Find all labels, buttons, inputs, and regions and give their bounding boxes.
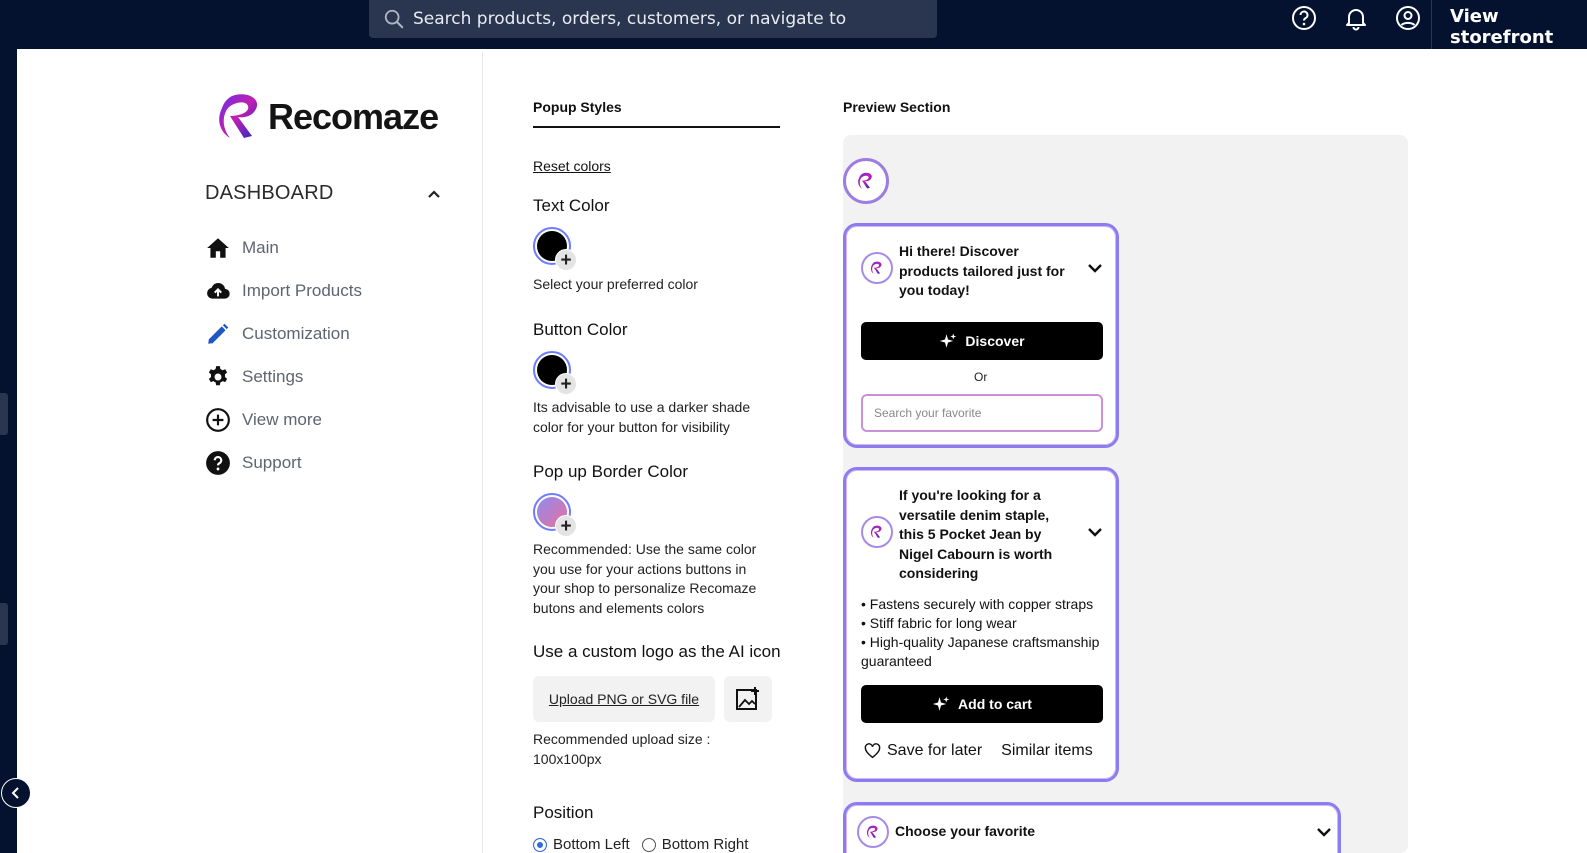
upload-logo-button[interactable]: Upload PNG or SVG file [533,676,715,722]
border-color-picker[interactable] [533,493,572,537]
assistant-avatar [857,816,889,848]
panel-title: Popup Styles [533,99,622,115]
sidebar-item-label: Import Products [242,280,362,300]
product-message: If you're looking for a versatile denim staple, this 5 Pocket Jean by Nigel Cabourn is worth considering [899,487,1053,581]
reset-colors-link[interactable]: Reset colors [533,158,611,174]
save-for-later-label: Save for later [887,742,983,759]
add-image-icon [734,685,762,713]
preview-product-card [843,467,1119,782]
radio-bottom-right[interactable] [642,838,656,852]
image-upload-button[interactable] [724,676,772,722]
discover-button-label: Discover [965,333,1025,349]
radio-bottom-left[interactable] [533,838,547,852]
chevron-left-icon [10,786,22,800]
topbar-divider [1431,0,1432,49]
global-search-placeholder: Search products, orders, customers, or navigate to [413,9,847,29]
heart-icon [864,743,881,759]
save-for-later-button[interactable] [864,742,982,760]
rail-tab[interactable] [0,603,8,645]
position-options [533,836,748,853]
sidebar-item-label: Settings [242,366,304,386]
feature-item: • Fastens securely with copper straps [861,596,1094,612]
chevron-down-icon[interactable] [1316,826,1332,838]
chevron-down-icon[interactable] [1087,262,1103,274]
question-icon [205,450,231,476]
border-color-help: Recommended: Use the same color you use for your actions buttons in your shop to personalize Recomaze butons and elements colors [533,541,757,616]
add-to-cart-label: Add to cart [958,696,1032,712]
sidebar-nav [205,226,362,484]
plus-icon: + [555,515,577,537]
or-separator: Or [974,370,988,384]
sidebar-item-settings[interactable] [205,355,362,398]
sidebar-item-view-more[interactable] [205,398,362,441]
sidebar-item-main[interactable] [205,226,362,269]
button-color-help: Its advisable to use a darker shade color for your button for visibility [533,399,751,435]
sidebar-item-label: Customization [242,323,350,343]
feature-item: • High-quality Japanese craftsmanship guaranteed [861,634,1100,669]
text-color-label: Text Color [533,196,610,215]
button-color-picker[interactable] [533,351,572,395]
top-bar [0,0,1587,49]
chevron-down-icon[interactable] [1087,526,1103,538]
view-storefront-link[interactable]: View storefront [1450,6,1554,48]
sidebar-item-label: Main [242,237,279,257]
bell-icon[interactable] [1343,5,1369,31]
plus-circle-icon [205,407,231,433]
dashboard-heading: DASHBOARD [205,182,334,204]
ai-launcher-bubble[interactable] [843,158,889,204]
preview-panel [823,78,1423,853]
dashboard-section-toggle[interactable] [205,182,441,205]
assistant-avatar [861,516,893,548]
recomaze-logo-icon [857,172,875,190]
collapse-sidebar-button[interactable] [1,778,31,808]
brand-logo [218,92,438,142]
sidebar-item-label: Support [242,452,302,472]
sidebar-item-customization[interactable] [205,312,362,355]
sidebar-item-import-products[interactable] [205,269,362,312]
welcome-message: Hi there! Discover products tailored just for you today! [899,243,1065,298]
chevron-up-icon [427,189,441,199]
text-color-picker[interactable] [533,227,572,271]
favorite-search-input[interactable]: Search your favorite [861,394,1103,432]
plus-icon: + [555,373,577,395]
card-actions [864,742,1093,760]
preview-welcome-card [843,223,1119,448]
sparkle-icon [939,332,957,350]
brand-name: Recomaze [268,96,439,137]
upload-size-note: Recommended upload size : 100x100px [533,731,711,767]
sparkle-icon [932,695,950,713]
recomaze-logo-icon [870,525,884,539]
global-search[interactable] [369,0,937,38]
panel-title: Preview Section [843,99,951,115]
similar-items-button[interactable]: Similar items [1001,742,1093,759]
app-sidebar [176,52,483,853]
popup-styles-panel [513,78,803,853]
recomaze-logo-icon [870,261,884,275]
plus-icon: + [555,249,577,271]
tab-underline [533,126,780,128]
product-features [861,595,1111,671]
button-color-label: Button Color [533,320,628,339]
preview-choose-card [843,802,1341,853]
radio-label: Bottom Right [661,836,749,853]
radio-label: Bottom Left [553,836,630,853]
position-label: Position [533,803,594,822]
gear-icon [205,364,231,390]
home-icon [205,235,231,261]
custom-logo-label: Use a custom logo as the AI icon [533,642,781,661]
add-to-cart-button[interactable] [861,685,1103,723]
choose-favorite-message: Choose your favorite [895,823,1036,840]
feature-item: • Stiff fabric for long wear [861,615,1017,631]
assistant-avatar [861,252,893,284]
cloud-upload-icon [205,278,231,304]
border-color-label: Pop up Border Color [533,462,688,481]
help-icon[interactable] [1291,5,1317,31]
rail-tab[interactable] [0,393,8,435]
text-color-help: Select your preferred color [533,276,698,292]
pencil-icon [205,321,231,347]
sidebar-item-support[interactable] [205,441,362,484]
admin-left-rail [0,49,17,853]
account-icon[interactable] [1395,5,1421,31]
sidebar-item-label: View more [242,409,322,429]
discover-button[interactable] [861,322,1103,360]
recomaze-logo-icon [866,825,880,839]
recomaze-logo-icon [218,92,264,142]
search-icon [383,8,405,30]
